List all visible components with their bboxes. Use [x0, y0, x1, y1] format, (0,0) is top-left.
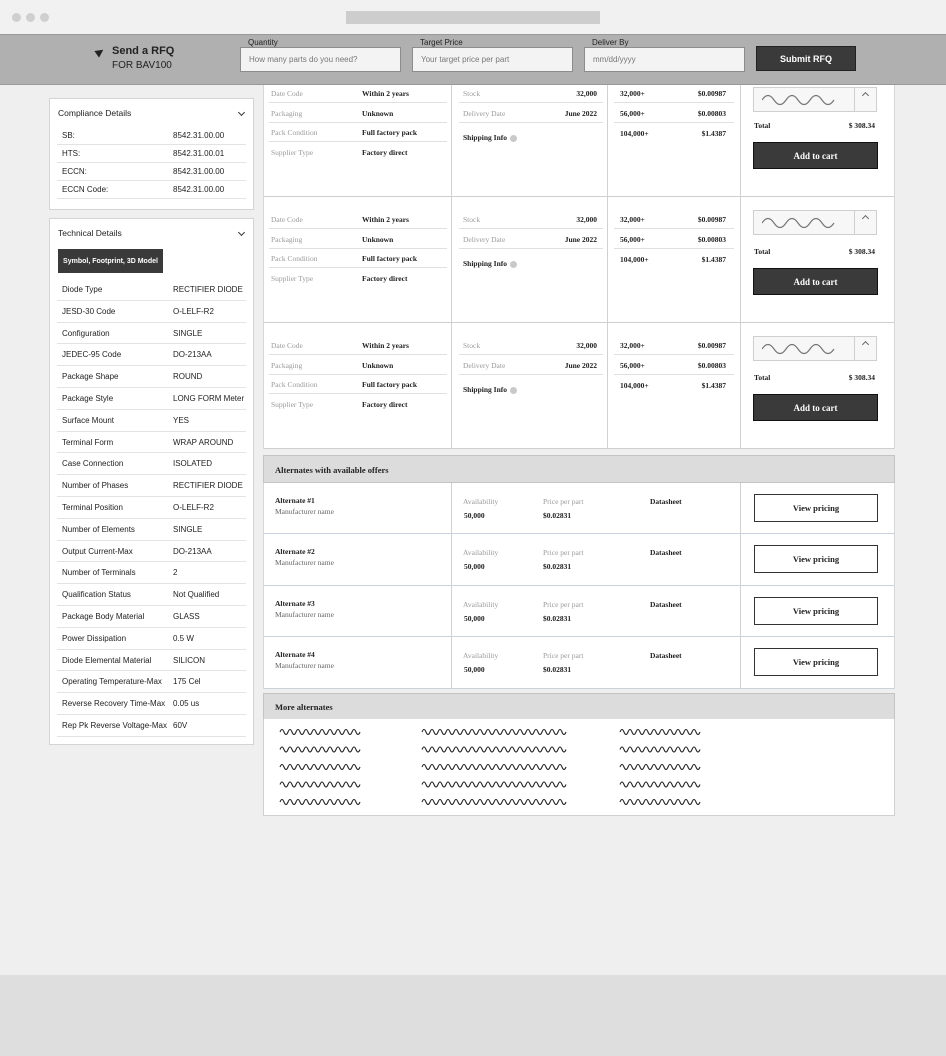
add-to-cart-button[interactable]: Add to cart — [753, 268, 878, 295]
technical-row — [57, 279, 246, 301]
alternate-placeholder-text[interactable] — [620, 747, 700, 752]
stock-label: Stock — [463, 341, 481, 350]
technical-key: Output Current-Max — [62, 546, 133, 556]
alternates-header: Alternates with available offers — [263, 455, 895, 483]
price-break-price: $0.00803 — [697, 109, 726, 118]
more-alternates-header: More alternates — [263, 693, 895, 720]
quantity-stepper[interactable] — [753, 210, 877, 235]
compliance-value: 8542.31.00.00 — [173, 185, 225, 194]
packaging-value: Unknown — [362, 234, 394, 244]
alternate-placeholder-text[interactable] — [280, 782, 360, 787]
alternate-name[interactable]: Alternate #3 — [275, 598, 315, 608]
technical-key: Terminal Position — [62, 502, 123, 512]
datasheet-link[interactable]: Datasheet — [650, 651, 682, 661]
shipping-info-label: Shipping Info — [463, 133, 507, 142]
technical-key: Power Dissipation — [62, 633, 127, 643]
technical-row — [57, 497, 246, 519]
availability-label: Availability — [463, 651, 499, 661]
add-to-cart-button[interactable]: Add to cart — [753, 142, 878, 169]
delivery-value: June 2022 — [564, 361, 597, 370]
window-dot-icon[interactable] — [40, 13, 49, 22]
shipping-info[interactable] — [463, 385, 517, 394]
row-divider — [459, 374, 603, 375]
technical-value: 0.5 W — [173, 633, 194, 643]
rfq-part: FOR BAV100 — [112, 60, 172, 71]
technical-row — [57, 693, 246, 715]
alternate-placeholder-text[interactable] — [620, 730, 700, 735]
technical-row — [57, 388, 246, 410]
date-code-value: Within 2 years — [362, 215, 409, 224]
row-divider — [459, 228, 603, 229]
address-bar[interactable] — [346, 11, 600, 24]
row-divider — [459, 354, 603, 355]
technical-value: RECTIFIER DIODE — [173, 285, 243, 294]
technical-row — [57, 715, 246, 737]
price-break-price: $0.00803 — [697, 235, 726, 244]
technical-row — [57, 301, 246, 323]
more-alternates-list — [263, 719, 895, 816]
technical-key: Rep Pk Reverse Voltage-Max — [62, 720, 167, 730]
compliance-row — [57, 163, 246, 181]
more-alternates-placeholder — [264, 719, 896, 816]
technical-key: Package Style — [62, 393, 114, 403]
technical-value: SILICON — [173, 655, 206, 665]
rfq-bar — [0, 34, 946, 85]
price-break-qty: 32,000+ — [620, 215, 645, 224]
technical-key: JEDEC-95 Code — [62, 350, 122, 360]
availability-value: 50,000 — [464, 613, 485, 623]
price-break-qty: 104,000+ — [620, 255, 649, 264]
technical-row — [57, 432, 246, 454]
quantity-stepper[interactable] — [753, 336, 877, 361]
price-break-qty: 56,000+ — [620, 361, 645, 370]
price-label: Price per part — [543, 497, 584, 506]
supplier-type-value: Factory direct — [362, 400, 408, 410]
alternate-placeholder-text[interactable] — [620, 782, 700, 787]
price-break-price: $0.00803 — [697, 361, 726, 370]
total-value: $ 308.34 — [848, 247, 875, 256]
technical-value: 175 Cel — [173, 677, 201, 687]
send-arrow-icon — [94, 46, 105, 57]
alternate-placeholder-text[interactable] — [422, 730, 566, 735]
supplier-type-label: Supplier Type — [271, 148, 314, 158]
compliance-value: 8542.31.00.00 — [173, 131, 225, 140]
technical-value: YES — [173, 415, 190, 425]
compliance-key: ECCN: — [62, 167, 87, 176]
compliance-row — [57, 127, 246, 145]
technical-row — [57, 628, 246, 650]
technical-row — [57, 519, 246, 541]
price-break-price: $1.4387 — [701, 381, 726, 390]
date-code-label: Date Code — [271, 89, 303, 98]
technical-key: Terminal Form — [62, 437, 114, 447]
technical-row — [57, 323, 246, 345]
technical-key: Operating Temperature-Max — [62, 677, 162, 687]
offers-table — [263, 85, 895, 449]
technical-row — [57, 344, 246, 366]
quantity-label: Quantity — [248, 38, 278, 47]
datasheet-link[interactable]: Datasheet — [650, 497, 682, 506]
info-icon[interactable] — [510, 387, 517, 394]
offer-row — [264, 323, 894, 449]
stepper-arrow — [862, 92, 869, 99]
technical-value: WRAP AROUND — [173, 437, 234, 447]
technical-value: GLASS — [173, 611, 200, 621]
row-divider — [614, 228, 734, 229]
row-divider — [269, 141, 447, 142]
technical-value: 2 — [173, 568, 178, 578]
quantity-field-group — [240, 38, 401, 72]
alternate-name[interactable]: Alternate #1 — [275, 496, 315, 505]
price-break-qty: 104,000+ — [620, 129, 649, 138]
target-price-input[interactable] — [412, 47, 573, 72]
total-label: Total — [754, 373, 771, 382]
technical-value: ISOLATED — [173, 459, 212, 469]
technical-value: DO-213AA — [173, 350, 212, 360]
row-divider — [269, 102, 447, 103]
row-divider — [614, 122, 734, 123]
pack-condition-value: Full factory pack — [362, 128, 417, 138]
supplier-type-value: Factory direct — [362, 148, 408, 158]
technical-value: SINGLE — [173, 328, 203, 338]
availability-label: Availability — [463, 548, 499, 558]
availability-value: 50,000 — [464, 562, 485, 572]
technical-value: DO-213AA — [173, 546, 212, 556]
manufacturer-name: Manufacturer name — [275, 609, 334, 619]
column-divider — [451, 534, 452, 584]
stock-value: 32,000 — [576, 89, 597, 98]
pack-condition-label: Pack Condition — [271, 254, 318, 264]
alternate-name[interactable]: Alternate #4 — [275, 650, 315, 660]
alternate-name[interactable]: Alternate #2 — [275, 547, 315, 557]
add-to-cart-button[interactable]: Add to cart — [753, 394, 878, 421]
technical-row — [57, 671, 246, 693]
technical-value: ROUND — [173, 372, 203, 382]
rfq-title: Send a RFQ — [112, 45, 175, 57]
price-break-price: $0.00987 — [697, 215, 726, 224]
total-value: $ 308.34 — [848, 121, 875, 130]
technical-title: Technical Details — [58, 228, 122, 238]
date-code-label: Date Code — [271, 341, 303, 350]
technical-row — [57, 453, 246, 475]
delivery-label: Delivery Date — [463, 361, 506, 370]
column-divider — [607, 197, 608, 322]
stepper-up-icon[interactable] — [854, 337, 876, 360]
target-price-field-group — [412, 38, 573, 72]
stepper-arrow — [862, 215, 869, 222]
window-dot-icon[interactable] — [12, 13, 21, 22]
column-divider — [740, 586, 741, 636]
technical-row — [57, 366, 246, 388]
quantity-placeholder — [762, 343, 838, 355]
deliver-by-input[interactable] — [584, 47, 745, 72]
stock-value: 32,000 — [576, 341, 597, 350]
technical-value: RECTIFIER DIODE — [173, 481, 243, 491]
price-break-qty: 32,000+ — [620, 341, 645, 350]
column-divider — [740, 534, 741, 584]
datasheet-link[interactable]: Datasheet — [650, 599, 682, 609]
technical-row — [57, 650, 246, 672]
chevron-down-icon[interactable] — [238, 229, 245, 236]
technical-key: Qualification Status — [62, 590, 131, 600]
quantity-stepper[interactable] — [753, 87, 877, 112]
manufacturer-name: Manufacturer name — [275, 507, 334, 516]
compliance-key: SB: — [62, 131, 75, 140]
technical-panel — [49, 218, 254, 745]
stepper-up-icon[interactable] — [854, 211, 876, 234]
column-divider — [607, 323, 608, 448]
availability-label: Availability — [463, 497, 499, 506]
price-label: Price per part — [543, 599, 584, 609]
column-divider — [451, 197, 452, 322]
column-divider — [740, 85, 741, 196]
packaging-label: Packaging — [271, 108, 303, 118]
manufacturer-name: Manufacturer name — [275, 661, 334, 671]
technical-row — [57, 584, 246, 606]
price-label: Price per part — [543, 651, 584, 661]
technical-value: O-LELF-R2 — [173, 502, 214, 512]
pack-condition-label: Pack Condition — [271, 380, 318, 390]
compliance-title: Compliance Details — [58, 108, 132, 118]
row-divider — [269, 228, 447, 229]
column-divider — [740, 483, 741, 533]
row-divider — [459, 248, 603, 249]
chevron-down-icon[interactable] — [238, 109, 245, 116]
column-divider — [451, 483, 452, 533]
total-value: $ 308.34 — [848, 373, 875, 382]
technical-value: 60V — [173, 720, 188, 730]
row-divider — [459, 102, 603, 103]
availability-value: 50,000 — [464, 665, 485, 675]
technical-value: 0.05 us — [173, 699, 200, 709]
compliance-key: HTS: — [62, 149, 81, 158]
info-icon[interactable] — [510, 261, 517, 268]
price-break-price: $1.4387 — [701, 255, 726, 264]
row-divider — [269, 354, 447, 355]
compliance-panel — [49, 98, 254, 210]
shipping-info[interactable] — [463, 133, 517, 142]
target-price-label: Target Price — [420, 38, 463, 47]
alternate-placeholder-text[interactable] — [280, 730, 360, 735]
alternate-placeholder-text[interactable] — [422, 800, 566, 805]
alternate-placeholder-text[interactable] — [620, 765, 700, 770]
pack-condition-label: Pack Condition — [271, 128, 318, 138]
manufacturer-name: Manufacturer name — [275, 558, 334, 568]
technical-key: Configuration — [62, 328, 110, 338]
stock-label: Stock — [463, 89, 481, 98]
date-code-label: Date Code — [271, 215, 303, 224]
supplier-type-label: Supplier Type — [271, 274, 314, 284]
row-divider — [614, 102, 734, 103]
technical-key: Number of Elements — [62, 524, 135, 534]
stock-label: Stock — [463, 215, 481, 224]
price-break-qty: 56,000+ — [620, 109, 645, 118]
technical-key: Diode Type — [62, 285, 103, 294]
shipping-info-label: Shipping Info — [463, 259, 507, 268]
alternates-list — [263, 483, 895, 689]
delivery-value: June 2022 — [564, 235, 597, 244]
technical-key: Package Body Material — [62, 611, 145, 621]
row-divider — [269, 393, 447, 394]
footer — [0, 975, 946, 1056]
technical-header[interactable] — [50, 219, 253, 247]
quantity-placeholder — [762, 217, 838, 229]
alternate-row — [264, 483, 894, 534]
packaging-label: Packaging — [271, 360, 303, 370]
total-label: Total — [754, 121, 771, 130]
price-break-qty: 56,000+ — [620, 235, 645, 244]
view-pricing-button[interactable]: View pricing — [754, 597, 878, 625]
packaging-value: Unknown — [362, 360, 394, 370]
row-divider — [269, 374, 447, 375]
row-divider — [269, 267, 447, 268]
column-divider — [451, 637, 452, 687]
availability-label: Availability — [463, 599, 499, 609]
column-divider — [740, 323, 741, 448]
offer-row — [264, 197, 894, 323]
price-value: $0.02831 — [543, 562, 572, 572]
deliver-by-label: Deliver By — [592, 38, 629, 47]
supplier-type-value: Factory direct — [362, 274, 408, 284]
technical-key: Reverse Recovery Time-Max — [62, 699, 166, 709]
supplier-type-label: Supplier Type — [271, 400, 314, 410]
column-divider — [451, 323, 452, 448]
price-break-qty: 32,000+ — [620, 89, 645, 98]
alternate-placeholder-text[interactable] — [422, 765, 566, 770]
date-code-value: Within 2 years — [362, 341, 409, 350]
compliance-row — [57, 181, 246, 199]
technical-key: Case Connection — [62, 459, 124, 469]
price-break-qty: 104,000+ — [620, 381, 649, 390]
compliance-header[interactable] — [50, 99, 253, 127]
alternate-placeholder-text[interactable] — [280, 747, 360, 752]
technical-row — [57, 410, 246, 432]
row-divider — [614, 374, 734, 375]
technical-key: Package Shape — [62, 372, 119, 382]
price-value: $0.02831 — [543, 613, 572, 623]
view-pricing-button[interactable]: View pricing — [754, 545, 878, 573]
alternate-row — [264, 534, 894, 585]
delivery-label: Delivery Date — [463, 235, 506, 244]
view-pricing-button[interactable]: View pricing — [754, 494, 878, 522]
offer-row — [264, 85, 894, 197]
technical-key: Surface Mount — [62, 415, 115, 425]
technical-row — [57, 562, 246, 584]
stock-value: 32,000 — [576, 215, 597, 224]
price-value: $0.02831 — [543, 665, 572, 675]
availability-value: 50,000 — [464, 511, 485, 520]
technical-row — [57, 475, 246, 497]
packaging-label: Packaging — [271, 234, 303, 244]
compliance-row — [57, 145, 246, 163]
column-divider — [451, 586, 452, 636]
total-label: Total — [754, 247, 771, 256]
technical-value: O-LELF-R2 — [173, 306, 214, 316]
row-divider — [269, 248, 447, 249]
alternate-placeholder-text[interactable] — [620, 800, 700, 805]
date-code-value: Within 2 years — [362, 89, 409, 98]
alternate-row — [264, 586, 894, 637]
shipping-info[interactable] — [463, 259, 517, 268]
technical-row — [57, 606, 246, 628]
technical-key: Diode Elemental Material — [62, 655, 152, 665]
delivery-value: June 2022 — [564, 109, 597, 118]
technical-value: LONG FORM Meter — [173, 393, 245, 403]
alternate-row — [264, 637, 894, 688]
window-dot-icon[interactable] — [26, 13, 35, 22]
quantity-placeholder — [762, 94, 838, 106]
stepper-arrow — [862, 341, 869, 348]
technical-row — [57, 541, 246, 563]
compliance-value: 8542.31.00.00 — [173, 167, 225, 176]
deliver-by-field-group — [584, 38, 745, 72]
column-divider — [607, 85, 608, 196]
technical-value: SINGLE — [173, 524, 203, 534]
technical-key: Number of Phases — [62, 481, 129, 491]
column-divider — [740, 197, 741, 322]
compliance-key: ECCN Code: — [62, 185, 109, 194]
price-label: Price per part — [543, 548, 584, 558]
column-divider — [451, 85, 452, 196]
compliance-value: 8542.31.00.01 — [173, 149, 225, 158]
quantity-input[interactable] — [240, 47, 401, 72]
technical-key: Number of Terminals — [62, 568, 136, 578]
price-break-price: $0.00987 — [697, 341, 726, 350]
delivery-label: Delivery Date — [463, 109, 506, 118]
pack-condition-value: Full factory pack — [362, 380, 417, 390]
info-icon[interactable] — [510, 135, 517, 142]
price-value: $0.02831 — [543, 511, 572, 520]
row-divider — [614, 248, 734, 249]
stepper-up-icon[interactable] — [854, 88, 876, 111]
alternate-placeholder-text[interactable] — [422, 782, 566, 787]
packaging-value: Unknown — [362, 108, 394, 118]
technical-value: Not Qualified — [173, 590, 220, 600]
alternate-placeholder-text[interactable] — [280, 765, 360, 770]
alternate-placeholder-text[interactable] — [280, 800, 360, 805]
pack-condition-value: Full factory pack — [362, 254, 417, 264]
price-break-price: $0.00987 — [697, 89, 726, 98]
column-divider — [740, 637, 741, 687]
technical-key: JESD-30 Code — [62, 306, 116, 316]
symbol-footprint-button[interactable]: Symbol, Footprint, 3D Model — [58, 249, 163, 273]
view-pricing-button[interactable]: View pricing — [754, 648, 878, 676]
alternate-placeholder-text[interactable] — [422, 747, 566, 752]
row-divider — [459, 122, 603, 123]
row-divider — [614, 354, 734, 355]
submit-rfq-button[interactable]: Submit RFQ — [756, 46, 856, 71]
row-divider — [269, 122, 447, 123]
browser-chrome — [0, 0, 946, 34]
datasheet-link[interactable]: Datasheet — [650, 548, 682, 558]
shipping-info-label: Shipping Info — [463, 385, 507, 394]
price-break-price: $1.4387 — [701, 129, 726, 138]
